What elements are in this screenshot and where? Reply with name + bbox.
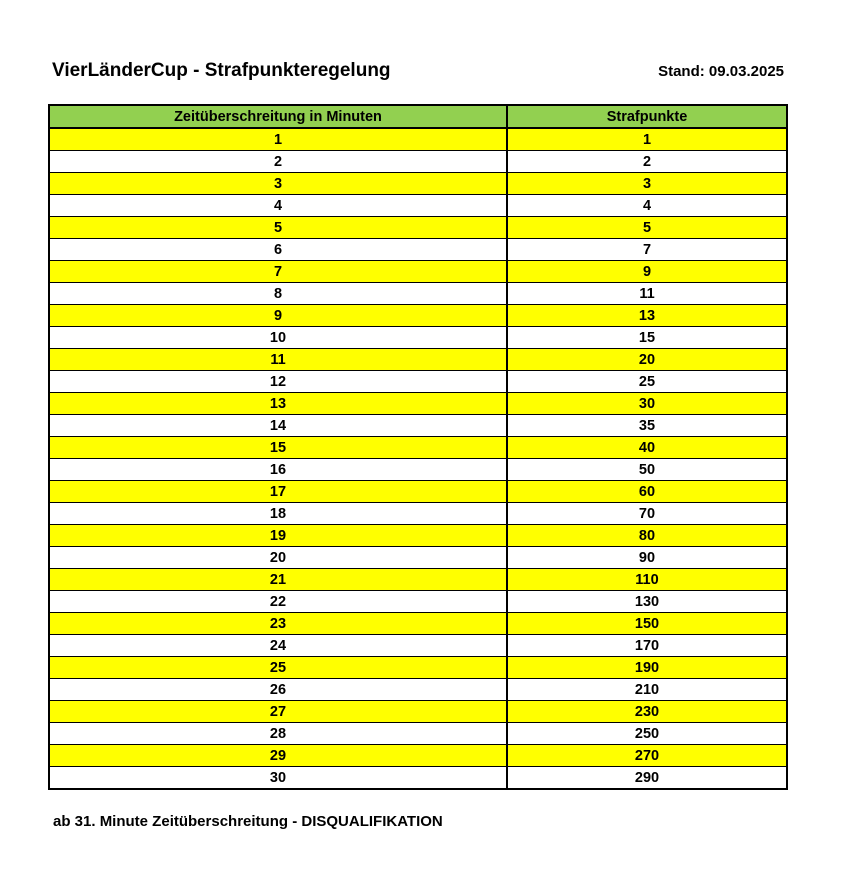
table-row bbox=[49, 635, 787, 657]
table-row bbox=[49, 723, 787, 745]
cell-points: 5 bbox=[507, 217, 787, 239]
table-row bbox=[49, 547, 787, 569]
column-header-minutes: Zeitüberschreitung in Minuten bbox=[49, 105, 507, 128]
cell-minutes: 2 bbox=[49, 151, 507, 173]
table-row bbox=[49, 415, 787, 437]
cell-points: 230 bbox=[507, 701, 787, 723]
cell-points: 30 bbox=[507, 393, 787, 415]
cell-points: 50 bbox=[507, 459, 787, 481]
cell-minutes: 9 bbox=[49, 305, 507, 327]
cell-points: 20 bbox=[507, 349, 787, 371]
table-body bbox=[49, 128, 787, 789]
cell-points: 70 bbox=[507, 503, 787, 525]
cell-minutes: 26 bbox=[49, 679, 507, 701]
cell-points: 290 bbox=[507, 767, 787, 790]
cell-minutes: 10 bbox=[49, 327, 507, 349]
table-header-row bbox=[49, 105, 787, 128]
table-row bbox=[49, 569, 787, 591]
cell-points: 1 bbox=[507, 128, 787, 151]
cell-minutes: 6 bbox=[49, 239, 507, 261]
cell-points: 150 bbox=[507, 613, 787, 635]
cell-points: 13 bbox=[507, 305, 787, 327]
penalty-table bbox=[48, 104, 788, 790]
table-row bbox=[49, 679, 787, 701]
cell-points: 130 bbox=[507, 591, 787, 613]
cell-points: 90 bbox=[507, 547, 787, 569]
cell-minutes: 3 bbox=[49, 173, 507, 195]
column-header-points: Strafpunkte bbox=[507, 105, 787, 128]
cell-minutes: 24 bbox=[49, 635, 507, 657]
stand-date: Stand: 09.03.2025 bbox=[658, 63, 784, 80]
cell-points: 4 bbox=[507, 195, 787, 217]
table-row bbox=[49, 657, 787, 679]
cell-minutes: 20 bbox=[49, 547, 507, 569]
cell-points: 35 bbox=[507, 415, 787, 437]
table-row bbox=[49, 459, 787, 481]
cell-minutes: 16 bbox=[49, 459, 507, 481]
table-row bbox=[49, 591, 787, 613]
table-row bbox=[49, 261, 787, 283]
cell-points: 9 bbox=[507, 261, 787, 283]
cell-points: 80 bbox=[507, 525, 787, 547]
cell-minutes: 30 bbox=[49, 767, 507, 790]
table-row bbox=[49, 745, 787, 767]
cell-minutes: 28 bbox=[49, 723, 507, 745]
cell-minutes: 22 bbox=[49, 591, 507, 613]
cell-points: 15 bbox=[507, 327, 787, 349]
cell-minutes: 18 bbox=[49, 503, 507, 525]
table-row bbox=[49, 393, 787, 415]
document-title: VierLänderCup - Strafpunkteregelung bbox=[52, 60, 391, 81]
cell-points: 170 bbox=[507, 635, 787, 657]
cell-minutes: 19 bbox=[49, 525, 507, 547]
table-row bbox=[49, 195, 787, 217]
cell-minutes: 17 bbox=[49, 481, 507, 503]
table-row bbox=[49, 481, 787, 503]
cell-minutes: 8 bbox=[49, 283, 507, 305]
cell-minutes: 13 bbox=[49, 393, 507, 415]
cell-points: 11 bbox=[507, 283, 787, 305]
cell-minutes: 14 bbox=[49, 415, 507, 437]
table-row bbox=[49, 767, 787, 790]
cell-points: 7 bbox=[507, 239, 787, 261]
table-row bbox=[49, 128, 787, 151]
table-row bbox=[49, 173, 787, 195]
table-row bbox=[49, 283, 787, 305]
cell-minutes: 1 bbox=[49, 128, 507, 151]
table-row bbox=[49, 349, 787, 371]
cell-minutes: 4 bbox=[49, 195, 507, 217]
table-row bbox=[49, 525, 787, 547]
cell-points: 60 bbox=[507, 481, 787, 503]
cell-points: 210 bbox=[507, 679, 787, 701]
cell-points: 190 bbox=[507, 657, 787, 679]
cell-points: 25 bbox=[507, 371, 787, 393]
cell-minutes: 21 bbox=[49, 569, 507, 591]
cell-minutes: 27 bbox=[49, 701, 507, 723]
table-row bbox=[49, 503, 787, 525]
cell-points: 250 bbox=[507, 723, 787, 745]
cell-points: 2 bbox=[507, 151, 787, 173]
table-row bbox=[49, 217, 787, 239]
table-row bbox=[49, 305, 787, 327]
cell-points: 110 bbox=[507, 569, 787, 591]
cell-minutes: 25 bbox=[49, 657, 507, 679]
cell-minutes: 12 bbox=[49, 371, 507, 393]
table-row bbox=[49, 371, 787, 393]
cell-minutes: 15 bbox=[49, 437, 507, 459]
table-row bbox=[49, 239, 787, 261]
cell-points: 270 bbox=[507, 745, 787, 767]
table-row bbox=[49, 701, 787, 723]
disqualification-note: ab 31. Minute Zeitüberschreitung - DISQUALIFIKATION bbox=[53, 813, 443, 830]
cell-minutes: 23 bbox=[49, 613, 507, 635]
cell-points: 3 bbox=[507, 173, 787, 195]
table-row bbox=[49, 437, 787, 459]
table-row bbox=[49, 613, 787, 635]
cell-minutes: 29 bbox=[49, 745, 507, 767]
table-row bbox=[49, 327, 787, 349]
cell-minutes: 7 bbox=[49, 261, 507, 283]
table-row bbox=[49, 151, 787, 173]
cell-minutes: 11 bbox=[49, 349, 507, 371]
cell-minutes: 5 bbox=[49, 217, 507, 239]
cell-points: 40 bbox=[507, 437, 787, 459]
